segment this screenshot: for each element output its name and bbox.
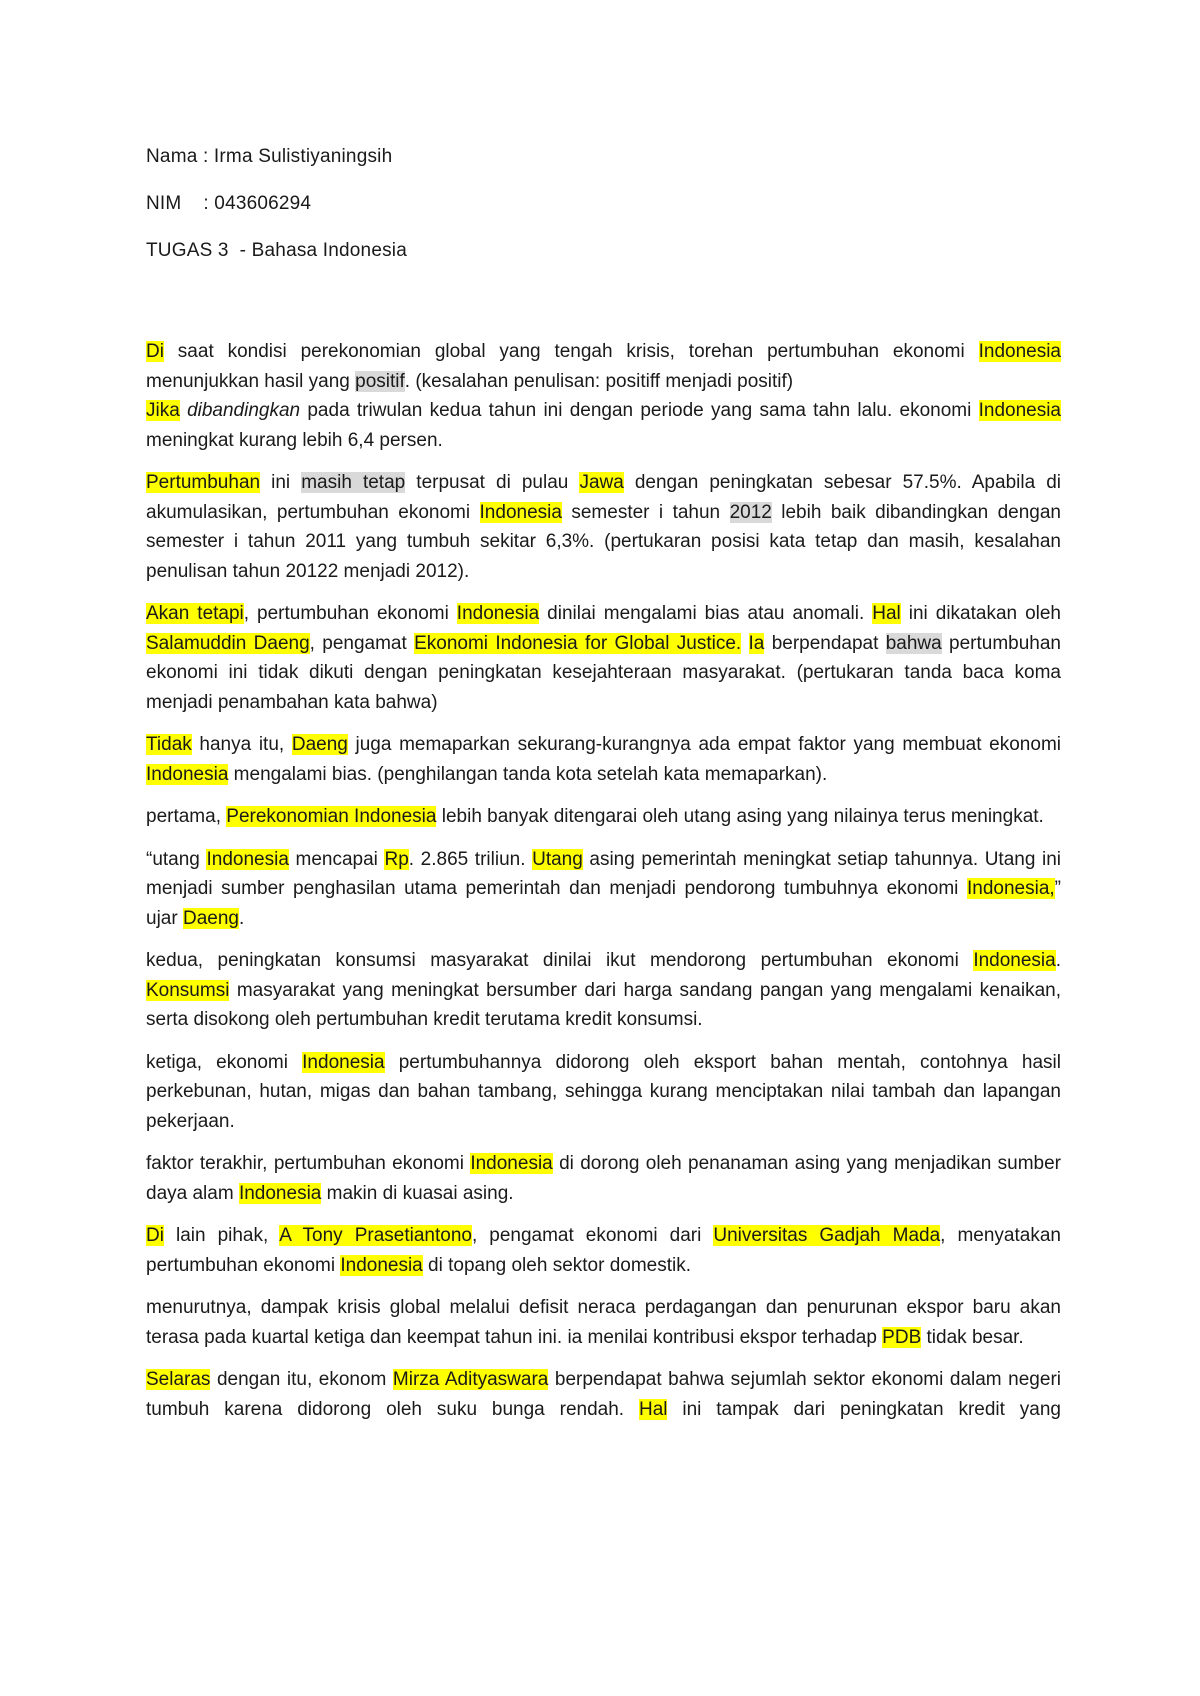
- text-run: makin di kuasai asing.: [321, 1182, 514, 1204]
- text-run: masyarakat yang meningkat bersumber dari harga sandang pangan yang mengalami kenaikan, serta disokong oleh pertumbuhan kredit terutama kredit konsumsi.: [146, 979, 1061, 1030]
- highlighted-text: Hal: [638, 1398, 668, 1420]
- text-run: dengan peningkatan sebesar 57.5%. Apabila di akumulasikan, pertumbuhan ekonomi: [146, 472, 1061, 523]
- text-run: mengalami bias. (penghilangan tanda kota setelah kata memaparkan).: [228, 763, 828, 785]
- highlighted-text: Indonesia: [206, 848, 289, 870]
- highlighted-text: Daeng: [291, 734, 348, 755]
- highlighted-text: Indonesia: [238, 1182, 322, 1204]
- text-run: meningkat kurang lebih 6,4 persen.: [146, 429, 443, 451]
- assignment-title: TUGAS 3 - Bahasa Indonesia: [146, 240, 407, 261]
- text-run: lain pihak,: [163, 1225, 280, 1246]
- highlighted-text: Jika: [146, 400, 180, 421]
- text-run: , menyatakan pertumbuhan ekonomi: [146, 1225, 1061, 1276]
- student-nim: NIM : 043606294: [146, 193, 312, 214]
- highlighted-text: Hal: [872, 603, 901, 624]
- text-run: saat kondisi perekonomian global yang tengah krisis, torehan pertumbuhan ekonomi: [163, 341, 979, 362]
- paragraph-3: [146, 468, 1061, 586]
- highlighted-text: Indonesia: [470, 1153, 553, 1174]
- text-run: .: [1055, 950, 1061, 971]
- text-run: berpendapat bahwa sejumlah sektor ekonomi dalam negeri tumbuh karena didorong oleh suku bunga rendah.: [146, 1369, 1061, 1420]
- paragraph-5: [146, 730, 1061, 789]
- document-body: [146, 337, 1061, 1437]
- text-run: hanya itu,: [191, 734, 292, 755]
- text-run: ini dikatakan oleh: [900, 603, 1061, 624]
- highlighted-text: PDB: [882, 1326, 922, 1348]
- text-run: asing pemerintah meningkat setiap tahunnya. Utang ini menjadi sumber penghasilan utama pemerintah dan menjadi pendorong tumbuhnya ekonomi: [146, 848, 1062, 899]
- text-run: di dorong oleh penanaman asing yang menjadikan sumber daya alam: [146, 1153, 1061, 1204]
- highlighted-text: Di: [146, 1225, 164, 1246]
- highlighted-text: Pertumbuhan: [146, 472, 261, 493]
- italic-text: dibandingkan: [187, 400, 301, 421]
- highlighted-text: Mirza Adityaswara: [392, 1369, 549, 1390]
- highlighted-text: A Tony Prasetiantono: [279, 1225, 472, 1246]
- text-run: tidak besar.: [921, 1326, 1024, 1348]
- highlighted-text: Indonesia: [479, 501, 562, 523]
- paragraph-9: [146, 1048, 1061, 1137]
- text-run: berpendapat: [764, 632, 886, 654]
- text-run: terpusat di pulau: [405, 472, 580, 493]
- paragraph-7: [146, 845, 1061, 934]
- text-run: [741, 633, 748, 654]
- text-run: , pengamat: [309, 632, 415, 654]
- highlighted-text: Akan tetapi: [146, 603, 244, 624]
- highlighted-text: Tidak: [146, 734, 192, 755]
- paragraph-13: [146, 1365, 1061, 1424]
- text-run: . 2.865 triliun.: [408, 848, 533, 870]
- text-run: pertama,: [146, 806, 227, 827]
- paragraph-10: [146, 1149, 1061, 1208]
- paragraph-1: [146, 337, 1061, 396]
- text-run: . (kesalahan penulisan: positiff menjadi positif): [404, 370, 794, 392]
- text-run: pertumbuhan ekonomi ini tidak dikuti dengan peningkatan kesejahteraan masyarakat. (pertukaran tanda baca koma menjadi penambahan kata bahwa): [146, 632, 1062, 713]
- highlighted-text: Indonesia: [146, 763, 229, 785]
- text-run: menunjukkan hasil yang: [146, 370, 356, 392]
- paragraph-12: [146, 1293, 1061, 1352]
- text-run: “utang: [146, 848, 207, 870]
- text-run: [180, 400, 187, 421]
- highlighted-text: Universitas Gadjah Mada: [713, 1225, 941, 1246]
- text-run: dengan itu, ekonom: [210, 1369, 393, 1390]
- correction-highlight: positif: [355, 370, 405, 392]
- highlighted-text: Daeng: [182, 907, 239, 929]
- student-name: Nama : Irma Sulistiyaningsih: [146, 146, 393, 167]
- text-run: ” ujar: [146, 878, 1061, 929]
- correction-highlight: bahwa: [885, 632, 942, 654]
- text-run: dinilai mengalami bias atau anomali.: [539, 603, 873, 624]
- text-run: mencapai: [288, 848, 385, 870]
- text-run: , pengamat ekonomi dari: [471, 1225, 714, 1246]
- highlighted-text: Indonesia: [340, 1254, 423, 1276]
- paragraph-4: [146, 599, 1061, 717]
- text-run: di topang oleh sektor domestik.: [422, 1254, 692, 1276]
- correction-highlight: masih tetap: [301, 472, 406, 493]
- highlighted-text: Perekonomian Indonesia: [226, 806, 437, 827]
- text-run: ketiga, ekonomi: [146, 1051, 303, 1073]
- highlighted-text: Jawa: [579, 472, 624, 493]
- text-run: lebih baik dibandingkan dengan semester i tahun 2011 yang tumbuh sekitar 6,3%. (pertukaran posisi kata tetap dan masih, kesalahan penulisan tahun 20122 menjadi 2012).: [146, 501, 1061, 582]
- text-run: ini: [260, 472, 302, 493]
- text-run: kedua, peningkatan konsumsi masyarakat dinilai ikut mendorong pertumbuhan ekonomi: [146, 950, 974, 971]
- text-run: pada triwulan kedua tahun ini dengan periode yang sama tahn lalu. ekonomi: [300, 400, 979, 421]
- text-run: pertumbuhannya didorong oleh eksport bahan mentah, contohnya hasil perkebunan, hutan, migas dan bahan tambang, sehingga kurang menciptakan nilai tambah dan lapangan pekerjaan.: [146, 1051, 1061, 1132]
- highlighted-text: Utang: [532, 848, 583, 870]
- text-run: faktor terakhir, pertumbuhan ekonomi: [146, 1153, 471, 1174]
- highlighted-text: Ekonomi Indonesia for Global Justice.: [414, 632, 742, 654]
- paragraph-8: [146, 946, 1061, 1035]
- highlighted-text: Konsumsi: [146, 979, 230, 1001]
- highlighted-text: Indonesia: [973, 950, 1056, 971]
- text-run: .: [238, 907, 245, 929]
- document-header: [146, 146, 846, 287]
- highlighted-text: Indonesia: [302, 1051, 385, 1073]
- text-run: ini tampak dari peningkatan kredit yang: [667, 1398, 1062, 1420]
- text-run: semester i tahun: [561, 501, 730, 523]
- text-run: , pertumbuhan ekonomi: [243, 603, 457, 624]
- highlighted-text: Ia: [748, 632, 765, 654]
- highlighted-text: Salamuddin Daeng: [146, 632, 310, 654]
- highlighted-text: Indonesia: [978, 400, 1061, 421]
- text-run: menurutnya, dampak krisis global melalui defisit neraca perdagangan dan penurunan ekspor baru akan terasa pada kuartal ketiga dan keempat tahun ini. ia menilai kontribusi ekspor terhadap: [146, 1297, 1061, 1348]
- text-run: lebih banyak ditengarai oleh utang asing yang nilainya terus meningkat.: [436, 806, 1044, 827]
- highlighted-text: Selaras: [146, 1369, 211, 1390]
- highlighted-text: Rp: [384, 848, 409, 870]
- correction-highlight: 2012: [729, 501, 772, 523]
- paragraph-2: [146, 396, 1061, 455]
- paragraph-6: [146, 802, 1061, 832]
- highlighted-text: Indonesia: [456, 603, 540, 624]
- highlighted-text: Indonesia: [978, 341, 1061, 362]
- highlighted-text: Indonesia,: [966, 878, 1055, 899]
- paragraph-11: [146, 1221, 1061, 1280]
- text-run: juga memaparkan sekurang-kurangnya ada empat faktor yang membuat ekonomi: [347, 734, 1061, 755]
- highlighted-text: Di: [146, 341, 164, 362]
